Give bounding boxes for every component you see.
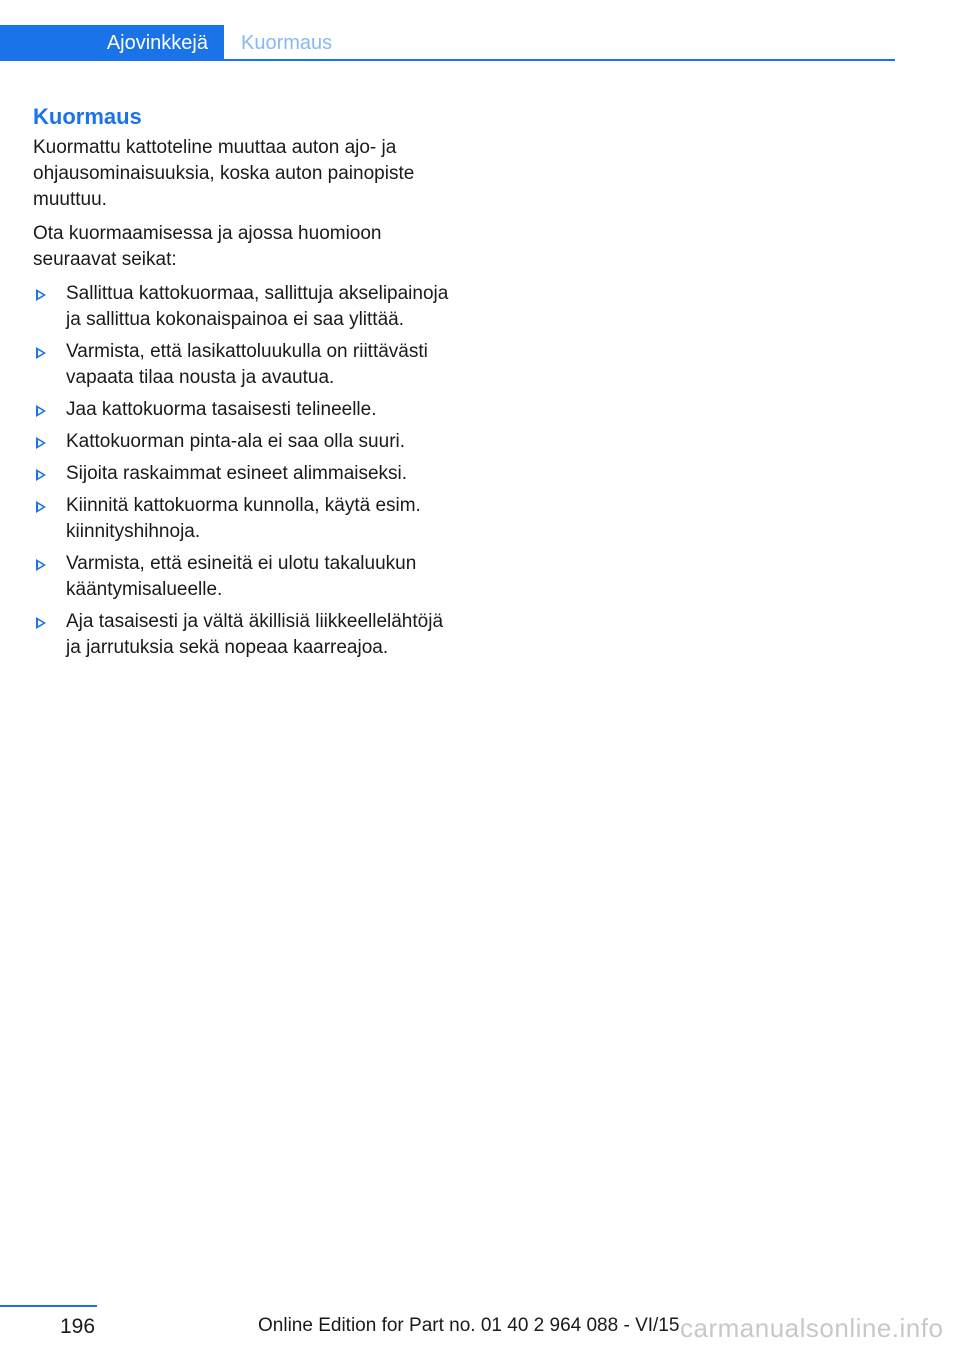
list-item-text: Kiinnitä kattokuorma kunnolla, käytä esim. kiinnityshihnoja. [66, 495, 421, 542]
list-item-text: Sallittua kattokuormaa, sallittuja akselipainoja ja sallittua kokonaispainoa ei saa ylittää. [66, 283, 449, 330]
triangle-bullet-icon [36, 559, 46, 571]
list-item-text: Sijoita raskaimmat esineet alimmaiseksi. [66, 463, 408, 484]
list-item [33, 551, 453, 603]
intro-paragraph: Kuormattu kattoteline muuttaa auton ajo- ja ohjausominaisuuksia, koska auton painopiste muuttuu. [33, 137, 415, 210]
list-item-text: Varmista, että lasikattoluukulla on riittävästi vapaata tilaa nousta ja avautua. [66, 341, 428, 388]
section-title: Kuormaus [33, 104, 142, 129]
list-item-text: Kattokuorman pinta-ala ei saa olla suuri. [66, 431, 406, 452]
header-section-label: Ajovinkkejä [0, 25, 224, 61]
site-watermark: carmanualsonline.info [680, 1313, 944, 1343]
list-item-text: Jaa kattokuorma tasaisesti telineelle. [66, 399, 377, 420]
triangle-bullet-icon [36, 289, 46, 301]
list-item [33, 397, 453, 423]
edition-info: Online Edition for Part no. 01 40 2 964 088 - VI/15 [258, 1315, 680, 1336]
instruction-paragraph: Ota kuormaamisessa ja ajossa huomioon seuraavat seikat: [33, 223, 382, 270]
list-item [33, 461, 453, 487]
page-number: 196 [60, 1315, 96, 1338]
list-item [33, 429, 453, 455]
list-item [33, 493, 453, 545]
list-item-text: Varmista, että esineitä ei ulotu takaluukun kääntymisalueelle. [66, 553, 417, 600]
triangle-bullet-icon [36, 405, 46, 417]
triangle-bullet-icon [36, 469, 46, 481]
footer-divider [0, 1305, 97, 1307]
header-topic-label: Kuormaus [241, 32, 333, 54]
list-item [33, 339, 453, 391]
list-item-text: Aja tasaisesti ja vältä äkillisiä liikkeellelähtöjä ja jarrutuksia sekä nopeaa kaarreajoa. [66, 611, 444, 658]
page-header [0, 25, 895, 61]
triangle-bullet-icon [36, 437, 46, 449]
list-item [33, 609, 453, 661]
list-item [33, 281, 453, 333]
triangle-bullet-icon [36, 347, 46, 359]
loading-tips-list [33, 281, 453, 661]
triangle-bullet-icon [36, 617, 46, 629]
main-content [33, 103, 453, 667]
triangle-bullet-icon [36, 501, 46, 513]
